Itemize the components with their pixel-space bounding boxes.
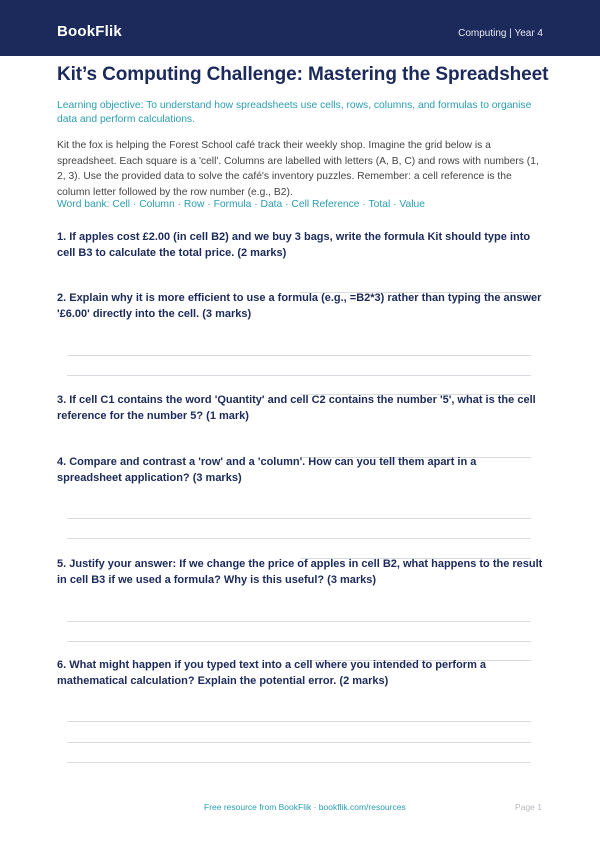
page-title: Kit’s Computing Challenge: Mastering the Spreadsheet <box>57 64 549 85</box>
answer-line[interactable] <box>67 762 531 763</box>
answer-line[interactable] <box>67 742 531 743</box>
footer-credit: Free resource from BookFlik · bookflik.com/resources <box>204 802 406 812</box>
answer-line[interactable] <box>67 355 531 356</box>
question-5: 5. Justify your answer: If we change the price of apples in cell B2, what happens to the result in cell B3 if we used a formula? Why is this useful? (3 marks) <box>57 558 543 586</box>
question-3: 3. If cell C1 contains the word 'Quantity' and cell C2 contains the number '5', what is the cell reference for the number 5? (1 mark) <box>57 394 536 422</box>
answer-line[interactable] <box>67 721 531 722</box>
answer-line[interactable] <box>67 518 531 519</box>
answer-line[interactable] <box>67 538 531 539</box>
learning-objective: Learning objective: To understand how spreadsheets use cells, rows, columns, and formulas to organise data and perform calculations. <box>57 100 532 125</box>
question-2: 2. Explain why it is more efficient to use a formula (e.g., =B2*3) rather than typing the answer '£6.00' directly into the cell. (3 marks) <box>57 292 542 320</box>
question-6: 6. What might happen if you typed text into a cell where you intended to perform a mathematical calculation? Explain the potential error. (2 marks) <box>57 659 487 687</box>
word-bank: Word bank: Cell · Column · Row · Formula · Data · Cell Reference · Total · Value <box>57 199 425 210</box>
answer-line[interactable] <box>67 641 531 642</box>
answer-line[interactable] <box>67 621 531 622</box>
intro-paragraph: Kit the fox is helping the Forest School café track their weekly shop. Imagine the grid below is a spreadsheet. Each square is a 'cell'. Columns are labelled with letters (A, B, C) and rows with numbers (1, 2, 3). Use the provided data to solve the café's inventory puzzles. Remember: a cell reference is the column letter followed by the row number (e.g., B2). <box>57 140 539 198</box>
question-1: 1. If apples cost £2.00 (in cell B2) and we buy 3 bags, write the formula Kit should type into cell B3 to calculate the total price. (2 marks) <box>57 231 531 259</box>
page-header <box>0 0 600 56</box>
answer-line[interactable] <box>67 375 531 376</box>
subject-year-label: Computing | Year 4 <box>458 28 543 39</box>
question-4: 4. Compare and contrast a 'row' and a 'column'. How can you tell them apart in a spreadsheet application? (3 marks) <box>57 456 477 484</box>
page-number: Page 1 <box>515 802 542 812</box>
brand-logo: BookFlik <box>57 23 122 40</box>
